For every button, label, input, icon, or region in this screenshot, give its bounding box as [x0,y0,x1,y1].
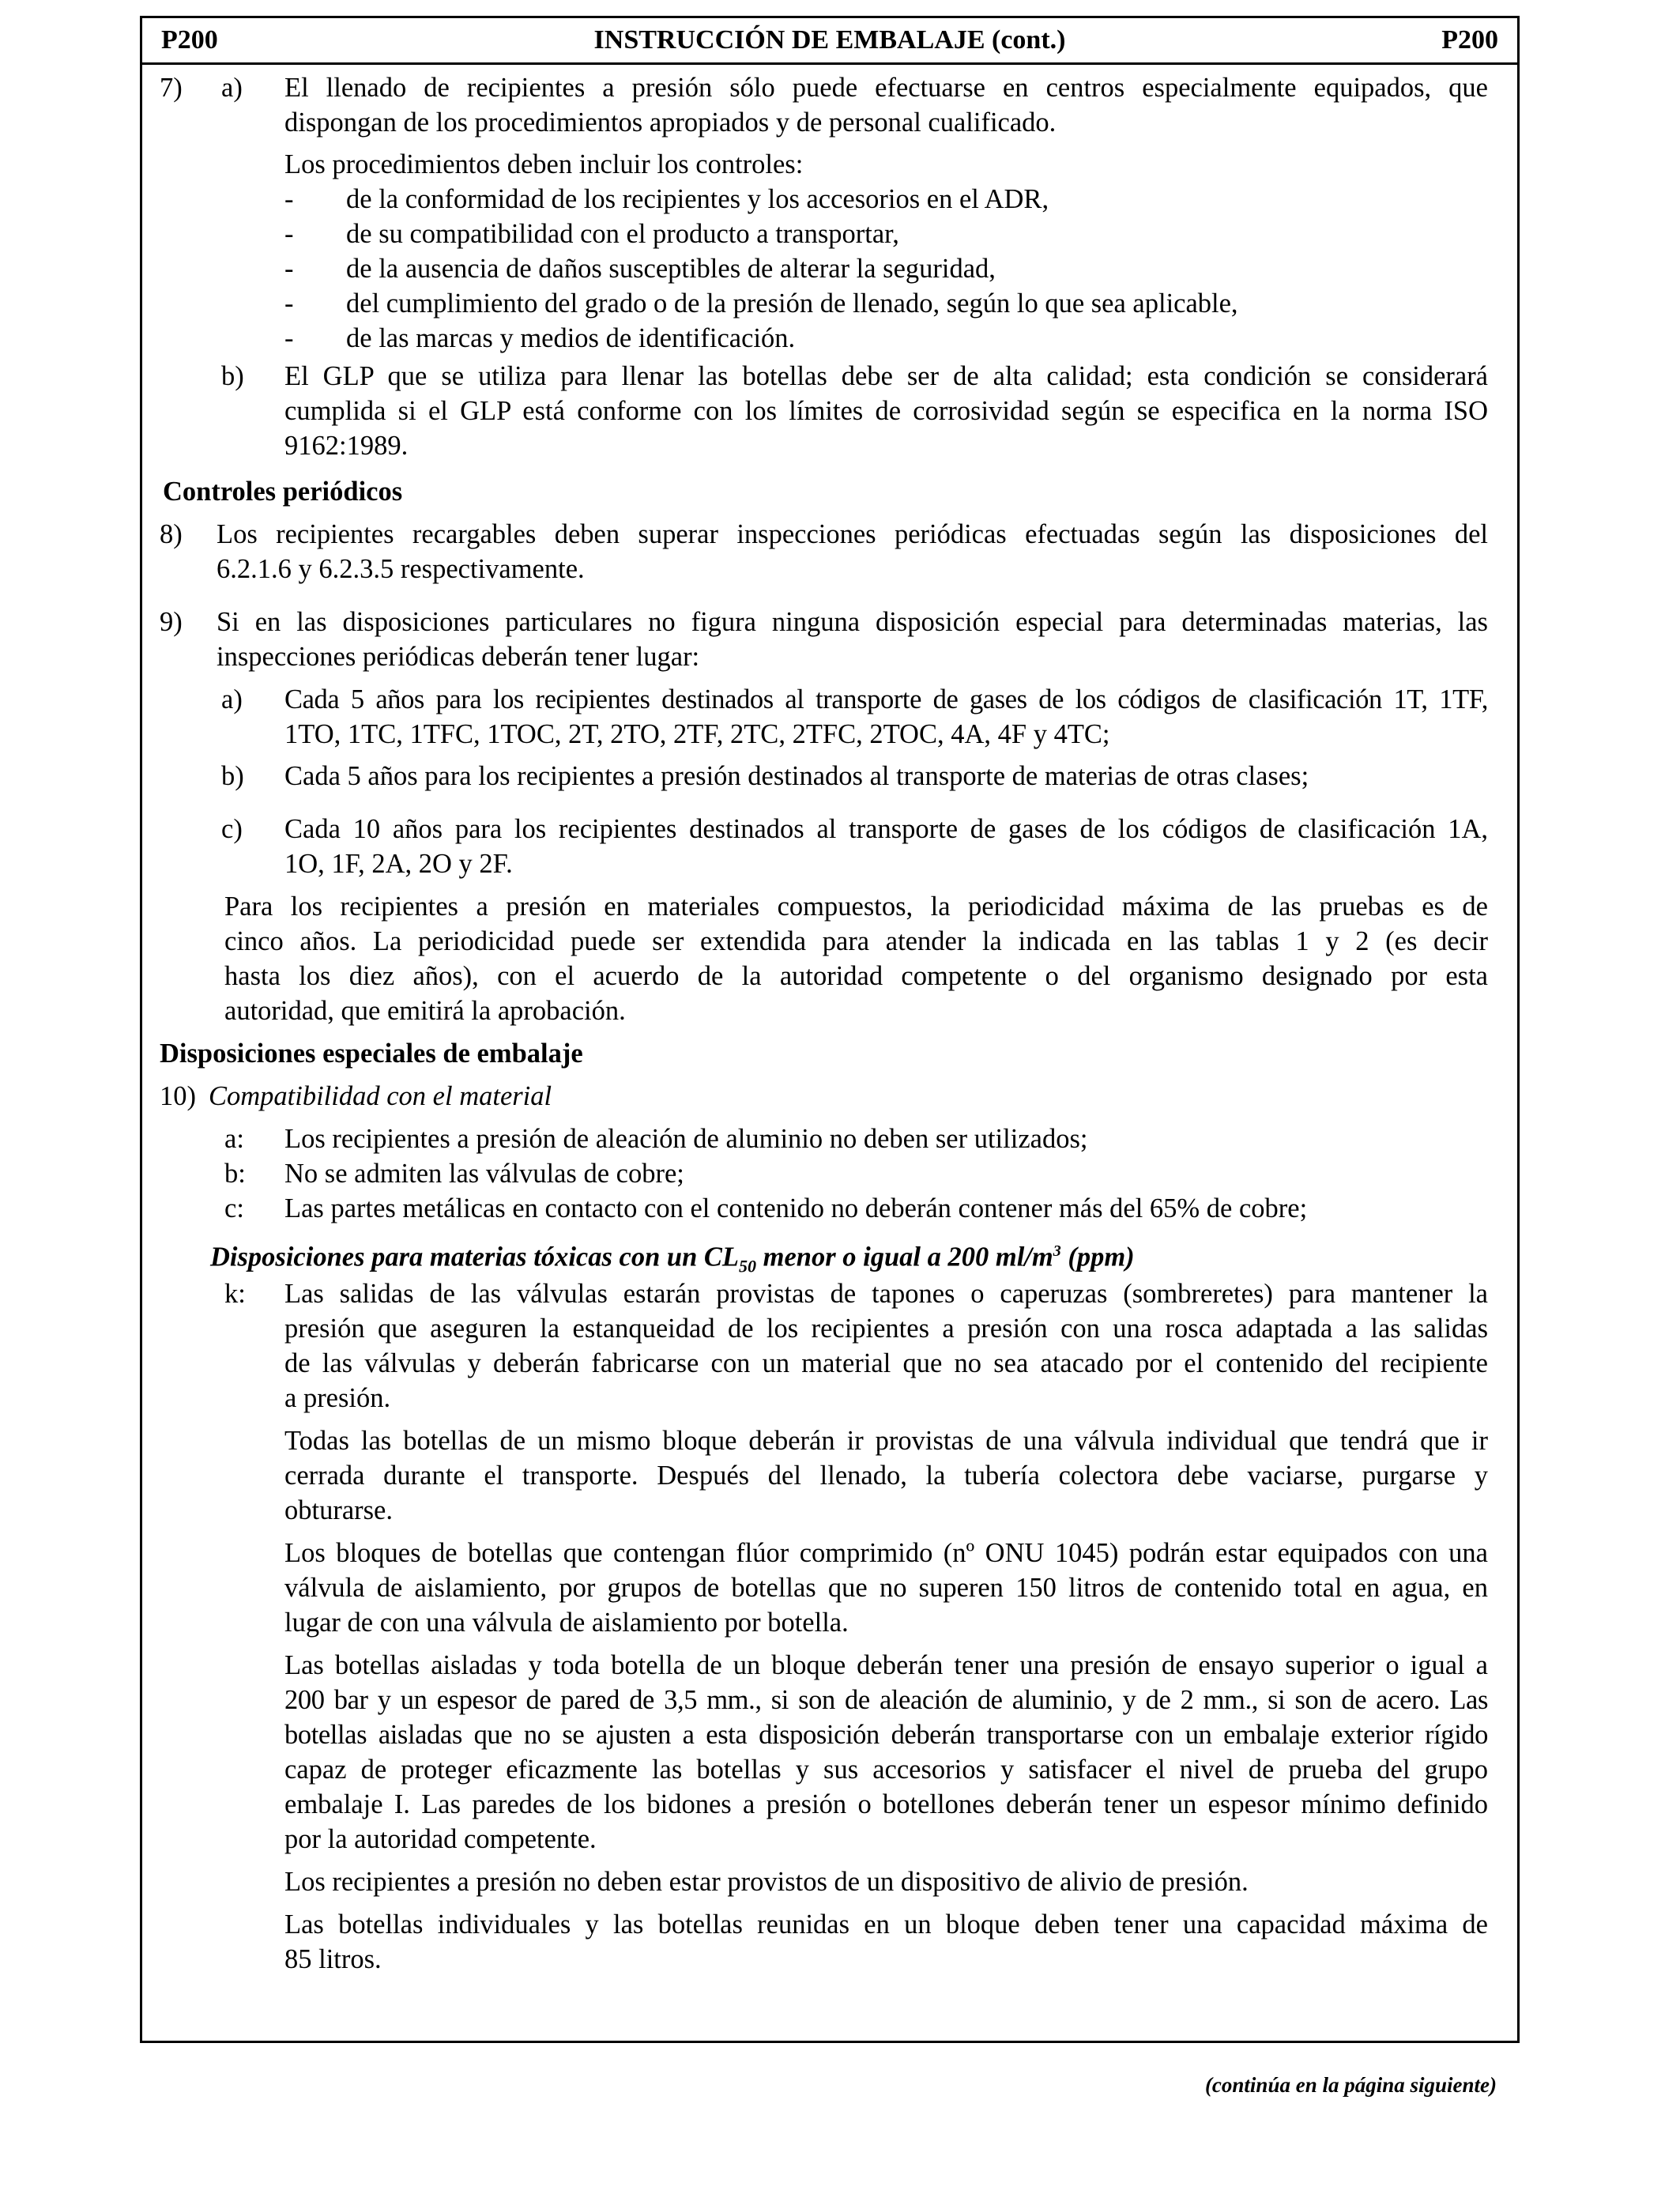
item-k-line: a presión. [284,1383,391,1413]
item-7b-line-1: El GLP que se utiliza para llenar las botellas debe ser de alta calidad; esta condición se considerará [284,361,1488,391]
item-9c-line-2: 1O, 1F, 2A, 2O y 2F. [284,849,513,879]
item-9b-line-1: Cada 5 años para los recipientes a presión destinados al transporte de materias de otras clases; [284,761,1309,791]
manifold-paragraph-line: Todas las botellas de un mismo bloque deberán ir provistas de una válvula individual que tendrá que ir [284,1426,1488,1456]
composite-paragraph-line: Para los recipientes a presión en materiales compuestos, la periodicidad máxima de las pruebas es de [224,892,1488,922]
item-9b-label: b) [221,761,244,791]
cylinder-paragraph-line: 200 bar y un espesor de pared de 3,5 mm., si son de aleación de aluminio, y de 2 mm., si son de acero. Las [284,1685,1488,1715]
item-9c-line-1: Cada 10 años para los recipientes destinados al transporte de gases de los códigos de clasificación 1A, [284,814,1488,844]
procedures-intro: Los procedimientos deben incluir los controles: [284,149,804,179]
item-number-7: 7) [160,73,183,103]
continuation-note: (continúa en la página siguiente) [1204,2073,1497,2097]
item-9-line-1: Si en las disposiciones particulares no figura ninguna disposición especial para determinadas materias, las [217,607,1488,637]
heading-special-provisions: Disposiciones especiales de embalaje [160,1039,583,1069]
item-number-9: 9) [160,607,183,637]
fluorine-paragraph-line: lugar de con una válvula de aislamiento por botella. [284,1608,849,1638]
item-10a-text: Los recipientes a presión de aleación de aluminio no deben ser utilizados; [284,1124,1088,1154]
bullet-item: de la conformidad de los recipientes y los accesorios en el ADR, [346,184,1049,214]
toxic-subheading-mid: menor o igual a 200 ml/m [755,1242,1053,1272]
table-header [142,18,1517,65]
cylinder-paragraph-line: por la autoridad competente. [284,1824,597,1854]
item-number-8: 8) [160,519,183,549]
item-8-line-2: 6.2.1.6 y 6.2.3.5 respectivamente. [217,554,585,584]
item-9a-line-1: Cada 5 años para los recipientes destinados al transporte de gases de los códigos de clasificación 1T, 1TF, [284,684,1488,714]
item-10b-text: No se admiten las válvulas de cobre; [284,1159,684,1189]
header-code-right: P200 [1441,25,1498,55]
cylinder-paragraph-line: capaz de proteger eficazmente las botellas y sus accesorios y satisfacer el nivel de prueba del grupo [284,1755,1488,1785]
relief-device-paragraph: Los recipientes a presión no deben estar provistos de un dispositivo de alivio de presión. [284,1867,1249,1897]
item-7a-line-1: El llenado de recipientes a presión sólo puede efectuarse en centros especialmente equipados, que [284,73,1488,103]
composite-paragraph-line: autoridad, que emitirá la aprobación. [224,996,626,1026]
item-k-line: presión que aseguren la estanqueidad de los recipientes a presión con una rosca adaptada a las salidas [284,1314,1488,1344]
bullet-dash: - [284,323,294,353]
item-9-line-2: inspecciones periódicas deberán tener lugar: [217,642,700,672]
bullet-dash: - [284,184,294,214]
header-code-left: P200 [161,25,218,55]
toxic-subscript: 50 [738,1256,756,1276]
toxic-superscript: 3 [1053,1242,1061,1260]
bullet-item: de su compatibilidad con el producto a transportar, [346,219,899,249]
item-k-line: Las salidas de las válvulas estarán provistas de tapones o caperuzas (sombreretes) para mantener la [284,1279,1488,1309]
packing-instruction-table [140,16,1520,2043]
item-k-line: de las válvulas y deberán fabricarse con un material que no sea atacado por el contenido del recipiente [284,1348,1488,1378]
item-8-line-1: Los recipientes recargables deben superar inspecciones periódicas efectuadas según las disposiciones del [217,519,1488,549]
composite-paragraph-line: hasta los diez años), con el acuerdo de la autoridad competente o del organismo designado por esta [224,961,1488,991]
composite-paragraph-line: cinco años. La periodicidad puede ser extendida para atender la indicada en las tablas 1 y 2 (es decir [224,926,1488,956]
item-9a-label: a) [221,684,243,714]
item-9a-line-2: 1TO, 1TC, 1TFC, 1TOC, 2T, 2TO, 2TF, 2TC, 2TFC, 2TOC, 4A, 4F y 4TC; [284,719,1110,749]
bullet-item: de las marcas y medios de identificación. [346,323,796,353]
toxic-subheading-text: Disposiciones para materias tóxicas con un CL [210,1242,739,1272]
item-7b-line-3: 9162:1989. [284,431,409,461]
item-7a-label: a) [221,73,243,103]
cylinder-paragraph-line: embalaje I. Las paredes de los bidones a presión o botellones deberán tener un espesor mínimo definido [284,1789,1488,1819]
item-7b-line-2: cumplida si el GLP está conforme con los límites de corrosividad según se especifica en la norma ISO [284,396,1488,426]
bullet-item: del cumplimiento del grado o de la presión de llenado, según lo que sea aplicable, [346,288,1238,319]
item-10c-label: c: [224,1193,244,1223]
cylinder-paragraph-line: Las botellas aisladas y toda botella de un bloque deberán tener una presión de ensayo superior o igual a [284,1650,1488,1680]
item-k-label: k: [224,1279,246,1309]
bullet-item: de la ausencia de daños susceptibles de alterar la seguridad, [346,254,996,284]
fluorine-paragraph-line: válvula de aislamiento, por grupos de botellas que no superen 150 litros de contenido total en agua, en [284,1573,1488,1603]
bullet-dash: - [284,219,294,249]
heading-periodic-controls: Controles periódicos [163,477,403,507]
bullet-dash: - [284,254,294,284]
fluorine-paragraph-line: Los bloques de botellas que contengan flúor comprimido (nº ONU 1045) podrán estar equipados con una [284,1538,1488,1568]
cylinder-paragraph-line: botellas aisladas que no se ajusten a esta disposición deberán transportarse con un embalaje exterior rígido [284,1720,1488,1750]
header-title: INSTRUCCIÓN DE EMBALAJE (cont.) [593,25,1066,55]
item-10a-label: a: [224,1124,244,1154]
item-10b-label: b: [224,1159,246,1189]
item-7a-line-2: dispongan de los procedimientos apropiados y de personal cualificado. [284,107,1057,138]
manifold-paragraph-line: obturarse. [284,1495,393,1525]
manifold-paragraph-line: cerrada durante el transporte. Después del llenado, la tubería colectora debe vaciarse, purgarse y [284,1461,1488,1491]
item-10c-text: Las partes metálicas en contacto con el contenido no deberán contener más del 65% de cobre; [284,1193,1308,1223]
capacity-paragraph-line: Las botellas individuales y las botellas reunidas en un bloque deben tener una capacidad máxima de [284,1909,1488,1940]
bullet-dash: - [284,288,294,319]
item-7b-label: b) [221,361,244,391]
item-9c-label: c) [221,814,243,844]
item-number-10: 10) [160,1081,196,1111]
compatibility-subheading: Compatibilidad con el material [209,1081,552,1111]
capacity-paragraph-line: 85 litros. [284,1944,382,1974]
toxic-subheading-end: (ppm) [1060,1242,1135,1272]
